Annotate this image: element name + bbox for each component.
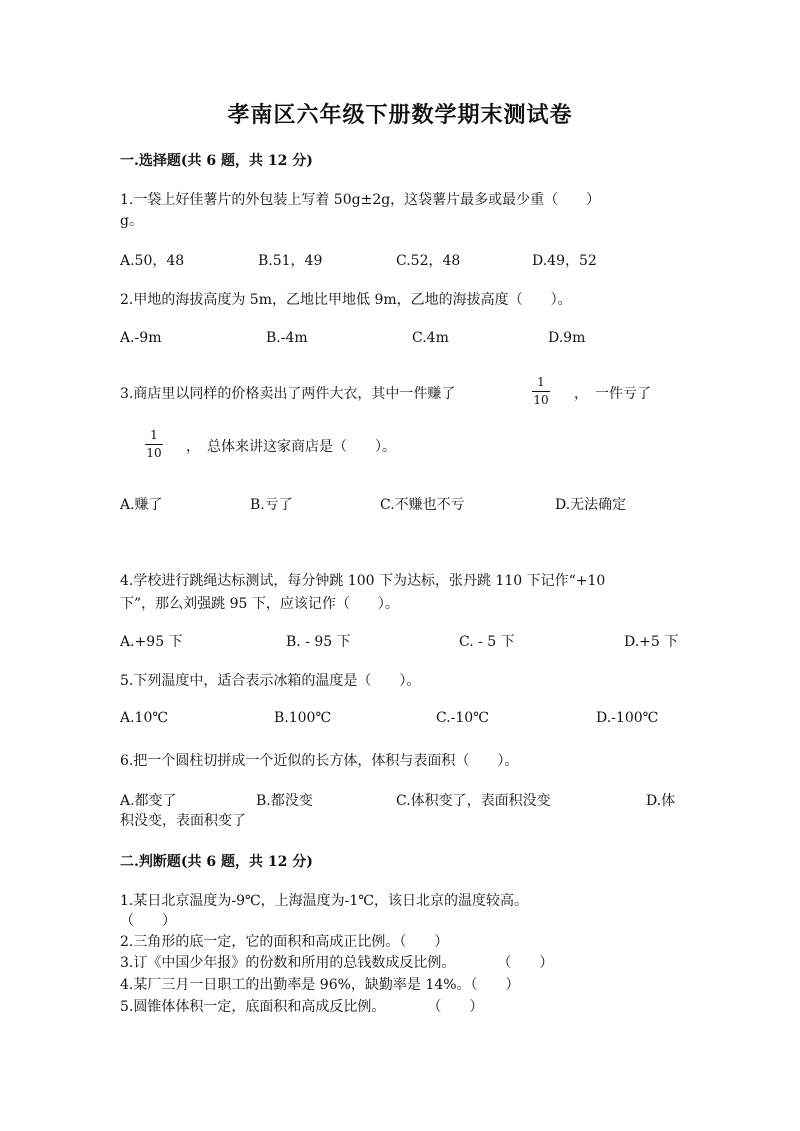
- question-4-text-cont: 下”，那么刘强跳 95 下，应该记作（ ）。: [120, 596, 399, 612]
- judgement-item-4: 4.某厂三月一日职工的出勤率是 96%，缺勤率是 14%。（ ）: [120, 977, 520, 993]
- question-2-option-a: A.-9m: [120, 330, 162, 346]
- question-6-option-b: B.都没变: [256, 793, 313, 809]
- question-3-fraction-1: [532, 375, 550, 407]
- question-6-option-d-cont: 积没变，表面积变了: [120, 813, 246, 829]
- question-3-option-a: A.赚了: [120, 497, 163, 513]
- fraction-2-numerator: 1: [150, 428, 158, 442]
- question-3-option-c: C.不赚也不亏: [380, 497, 465, 513]
- question-1-text-cont: g。: [120, 213, 143, 229]
- question-3-text-mid: ， 一件亏了: [574, 386, 651, 402]
- judgement-item-2: 2.三角形的底一定，它的面积和高成正比例。（ ）: [120, 934, 449, 950]
- question-6-option-a: A.都变了: [120, 793, 177, 809]
- question-3-text-end: ， 总体来讲这家商店是（ ）。: [186, 439, 396, 455]
- page-title: 孝南区六年级下册数学期末测试卷: [227, 102, 573, 128]
- question-5-option-c: C.-10℃: [436, 710, 489, 726]
- question-2-option-b: B.-4m: [266, 330, 308, 346]
- question-5-text: 5.下列温度中，适合表示冰箱的温度是（ ）。: [120, 673, 421, 689]
- question-3-text: 3.商店里以同样的价格卖出了两件大衣，其中一件赚了: [120, 386, 456, 402]
- question-4-text: 4.学校进行跳绳达标测试，每分钟跳 100 下为达标，张丹跳 110 下记作“+10: [120, 573, 606, 589]
- question-4-option-b: B. - 95 下: [286, 634, 351, 650]
- question-1-option-c: C.52，48: [396, 253, 461, 269]
- question-4-option-d: D.+5 下: [624, 634, 679, 650]
- section-heading-choice: 一.选择题(共 6 题，共 12 分): [120, 153, 313, 169]
- question-1-option-b: B.51，49: [258, 253, 323, 269]
- question-1-text: 1.一袋上好佳薯片的外包装上写着 50g±2g，这袋薯片最多或最少重（ ）: [120, 192, 601, 208]
- question-6-option-c: C.体积变了，表面积没变: [396, 793, 551, 809]
- question-5-option-a: A.10℃: [120, 710, 169, 726]
- question-2-text: 2.甲地的海拔高度为 5m，乙地比甲地低 9m，乙地的海拔高度（ ）。: [120, 292, 572, 308]
- question-2-option-d: D.9m: [548, 330, 586, 346]
- judgement-item-1: 1.某日北京温度为-9℃，上海温度为-1℃，该日北京的温度较高。: [120, 893, 528, 909]
- judgement-item-5: 5.圆锥体体积一定，底面积和高成反比例。 （ ）: [120, 999, 484, 1015]
- fraction-1-numerator: 1: [537, 375, 545, 389]
- question-1-option-a: A.50，48: [120, 253, 185, 269]
- judgement-item-1-blank: （ ）: [120, 913, 176, 929]
- fraction-1-denominator: 10: [533, 393, 549, 407]
- question-6-option-d: D.体: [646, 793, 676, 809]
- section-heading-judgement: 二.判断题(共 6 题，共 12 分): [120, 854, 313, 870]
- question-6-text: 6.把一个圆柱切拼成一个近似的长方体，体积与表面积（ ）。: [120, 753, 519, 769]
- fraction-2-denominator: 10: [146, 446, 162, 460]
- question-4-option-a: A.+95 下: [120, 634, 183, 650]
- question-1-option-d: D.49，52: [532, 253, 597, 269]
- fraction-1-bar: [532, 391, 550, 392]
- question-2-option-c: C.4m: [412, 330, 449, 346]
- question-3-option-d: D.无法确定: [555, 497, 627, 513]
- question-5-option-b: B.100℃: [274, 710, 332, 726]
- question-5-option-d: D.-100℃: [596, 710, 659, 726]
- question-3-option-b: B.亏了: [250, 497, 293, 513]
- question-3-fraction-2: [145, 428, 163, 460]
- fraction-2-bar: [145, 444, 163, 445]
- question-4-option-c: C. - 5 下: [459, 634, 515, 650]
- judgement-item-3: 3.订《中国少年报》的份数和所用的总钱数成反比例。 （ ）: [120, 955, 554, 971]
